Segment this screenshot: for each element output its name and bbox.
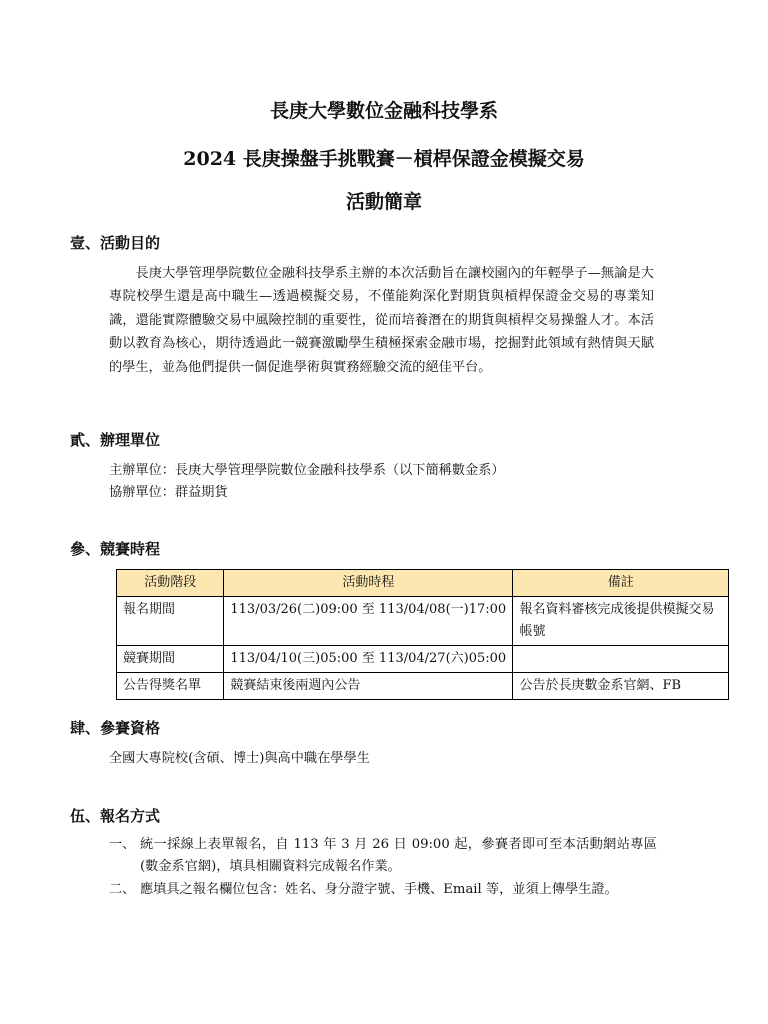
document-type-title: 活動簡章 — [345, 191, 422, 213]
purpose-paragraph: 長庚大學管理學院數位金融科技學系主辦的本次活動旨在讓校園內的年輕學子—無論是大專院校學生還是高中職生—透過模擬交易，不僅能夠深化對期貨與槓桿保證金交易的專業知識，還能實際體驗交易中風險控制的重要性，從而培養潛在的期貨與槓桿交易操盤人才。本活動以教育為核心，期待透過此一競賽激勵學生積極探索金融市場，挖掘對此領域有熱情與天賦的學生，並為他們提供一個促進學術與實務經驗交流的絕佳平台。 — [109, 266, 654, 375]
note-cell — [513, 646, 729, 673]
column-header-stage: 活動階段 — [117, 570, 224, 597]
department-title: 長庚大學數位金融科技學系 — [269, 100, 498, 122]
event-title: 2024 長庚操盤手挑戰賽－槓桿保證金模擬交易 — [183, 148, 585, 170]
registration-item — [109, 834, 657, 878]
period-cell: 競賽結束後兩週內公告 — [224, 673, 513, 700]
table-row — [117, 646, 729, 673]
eligibility-heading: 肆、參賽資格 — [70, 719, 161, 737]
stage-cell: 公告得獎名單 — [117, 673, 224, 700]
column-header-note: 備註 — [513, 570, 729, 597]
period-cell: 113/04/10(三)05:00 至 113/04/27(六)05:00 — [224, 646, 513, 673]
item-text: 應填具之報名欄位包含：姓名、身分證字號、手機、Email 等，並須上傳學生證。 — [140, 882, 618, 897]
schedule-heading: 參、競賽時程 — [70, 540, 161, 558]
column-header-period: 活動時程 — [224, 570, 513, 597]
note-cell: 公告於長庚數金系官網、FB — [513, 673, 729, 700]
stage-cell: 競賽期間 — [117, 646, 224, 673]
registration-item — [109, 879, 657, 901]
eligibility-text: 全國大專院校(含碩、博士)與高中職在學學生 — [109, 751, 370, 766]
stage-cell: 報名期間 — [117, 597, 224, 646]
period-cell: 113/03/26(二)09:00 至 113/04/08(一)17:00 — [224, 597, 513, 646]
purpose-heading: 壹、活動目的 — [70, 234, 161, 252]
table-row — [117, 673, 729, 700]
co-host-line: 協辦單位：群益期貨 — [109, 485, 228, 500]
item-text: 統一採線上表單報名，自 113 年 3 月 26 日 09:00 起，參賽者即可至本活動網站專區(數金系官網)，填具相關資料完成報名作業。 — [140, 837, 657, 874]
organizers-heading: 貳、辦理單位 — [70, 431, 161, 449]
schedule-table — [116, 569, 729, 700]
table-header-row — [117, 570, 729, 597]
item-number: 一、 — [109, 837, 136, 852]
registration-heading: 伍、報名方式 — [70, 807, 161, 825]
item-number: 二、 — [109, 882, 136, 897]
host-line: 主辦單位：長庚大學管理學院數位金融科技學系（以下簡稱數金系） — [109, 463, 505, 478]
table-row — [117, 597, 729, 646]
note-cell: 報名資料審核完成後提供模擬交易帳號 — [513, 597, 729, 646]
